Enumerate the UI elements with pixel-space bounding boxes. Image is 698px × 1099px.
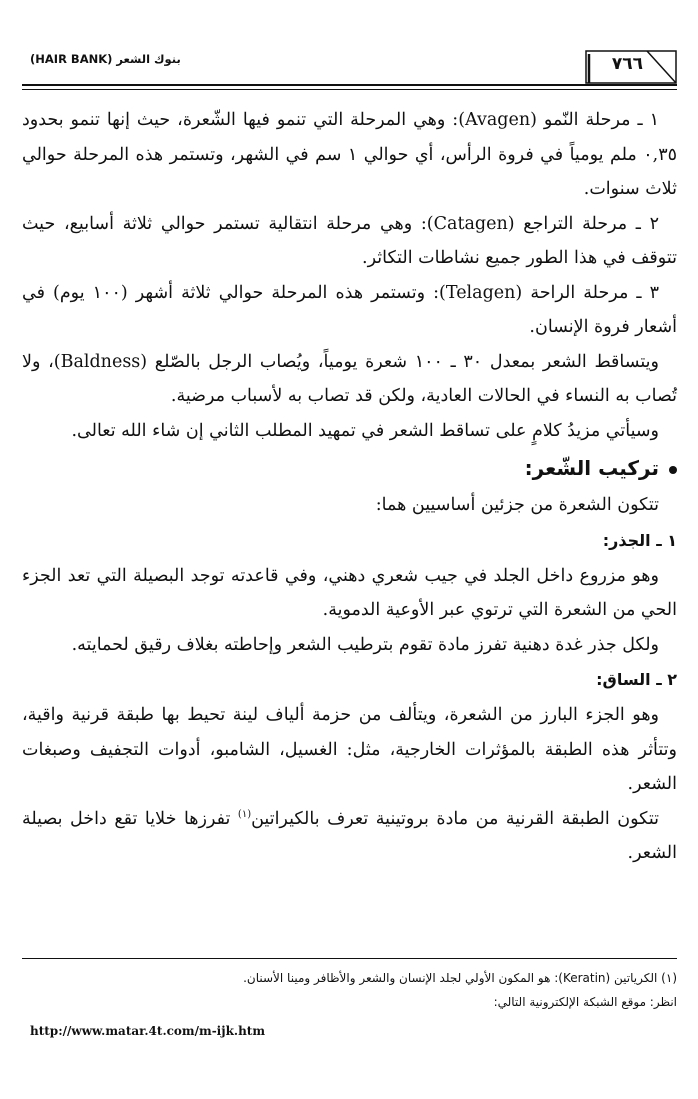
source-url[interactable]: http://www.matar.4t.com/m-ijk.htm [30,1024,266,1038]
running-title: بنوك الشعر (HAIR BANK) [30,52,181,66]
cross-reference-paragraph: وسيأتي مزيدُ كلامٍ على تساقط الشعر في تمهيد المطلب الثاني إن شاء الله تعالى. [71,420,659,441]
footnotes [22,966,677,1014]
header-rule-thin [22,89,677,90]
sebaceous-paragraph: ولكل جذر غدة دهنية تفرز مادة تقوم بترطيب الشعر وإحاطته بغلاف رقيق لحمايته. [71,634,659,655]
stage-regression-paragraph: ٢ ـ مرحلة التراجع (Catagen): وهي مرحلة انتقالية تستمر حوالي ثلاثة أسابيع، حيث تتوقف في هذا الطور جميع نشاطات التكاثر. [22,213,677,268]
section-heading-text: تركيب الشّعر: [524,456,659,480]
header-rule [22,84,677,86]
stage-growth-paragraph: ١ ـ مرحلة النّمو (Avagen): وهي المرحلة التي تنمو فيها الشّعرة، حيث إنها تنمو بحدود ٠,٣٥ ملم يومياً في فروة الرأس، أي حوالي ١ سم في الشهر، وتستمر هذه المرحلة حوالي ثلاث سنوات. [22,110,677,199]
hair-loss-paragraph: ويتساقط الشعر بمعدل ٣٠ ـ ١٠٠ شعرة يومياً، ويُصاب الرجل بالصّلع (Baldness)، ولا تُصاب به النساء في الحالات العادية، ولكن قد تصاب به لأسباب مرضية. [22,351,677,406]
bullet-icon [669,466,677,474]
footnote-1: (١) الكرياتين (Keratin): هو المكون الأولي لجلد الإنسان والشعر والأظافر ومينا الأسنان. [243,971,677,985]
composition-intro: تتكون الشعرة من جزئين أساسيين هما: [375,495,659,515]
footnote-source: انظر: موقع الشبكة الإلكترونية التالي: [493,995,677,1009]
root-paragraph: وهو مزروع داخل الجلد في جيب شعري دهني، وفي قاعدته توجد البصيلة التي تعد الجزء الحي من الشعرة التي ترتوي عبر الأوعية الدموية. [22,565,677,620]
footnote-rule [22,958,677,959]
main-text [22,103,677,871]
keratin-text-end: تفرزها خلايا تقع داخل بصيلة الشعر. [22,808,677,863]
footnote-ref[interactable]: (١) [237,808,252,820]
shaft-paragraph: وهو الجزء البارز من الشعرة، ويتألف من حزمة ألياف لينة تحيط بها طبقة قرنية واقية، وتتأثر هذه الطبقة بالمؤثرات الخارجية، مثل: الغسيل، الشامبو، أدوات التجفيف وصبغات الشعر. [22,705,677,794]
page-number: ٧٦٦ [611,54,643,74]
subheading-root: ١ ـ الجذر: [602,530,677,550]
page-header [22,38,677,88]
stage-rest-paragraph: ٣ ـ مرحلة الراحة (Telagen): وتستمر هذه المرحلة حوالي ثلاثة أشهر (١٠٠ يوم) في أشعار فروة الإنسان. [22,282,677,337]
page-number-frame [585,50,677,84]
subheading-shaft: ٢ ـ الساق: [596,670,677,689]
keratin-text: تتكون الطبقة القرنية من مادة بروتينية تعرف بالكيراتين [251,808,660,829]
keratin-paragraph [22,802,677,871]
section-heading [22,448,677,488]
